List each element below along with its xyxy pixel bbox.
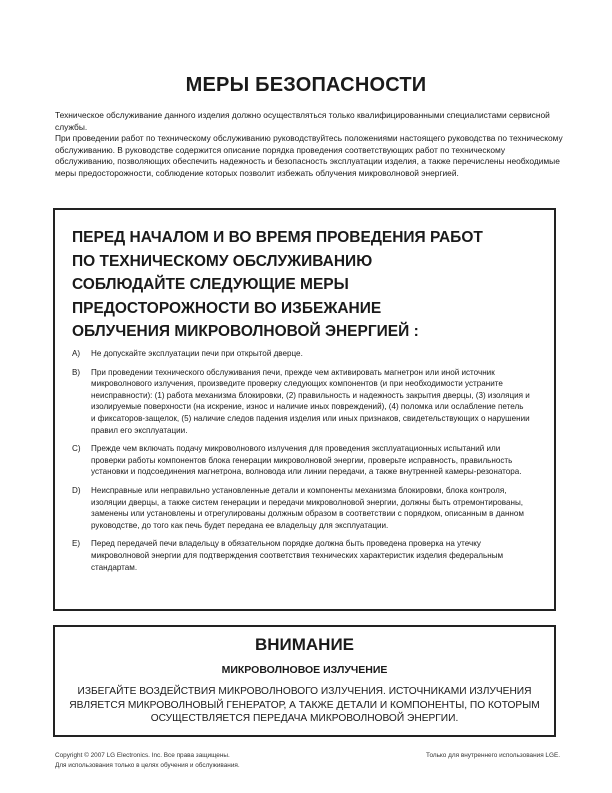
precautions-box — [53, 208, 556, 611]
heading-line: ПРЕДОСТОРОЖНОСТИ ВО ИЗБЕЖАНИЕ — [72, 299, 382, 317]
footer-left — [55, 751, 240, 770]
list-item — [72, 348, 530, 360]
list-item — [72, 443, 530, 478]
heading-line: ОБЛУЧЕНИЯ МИКРОВОЛНОВОЙ ЭНЕРГИЕЙ : — [72, 323, 419, 340]
usage-text: Для использования только в целях обучения и обслуживания. — [55, 761, 240, 769]
heading-line: ПЕРЕД НАЧАЛОМ И ВО ВРЕМЯ ПРОВЕДЕНИЯ РАБОТ — [72, 229, 483, 246]
intro-paragraph-1: Техническое обслуживание данного изделия должно осуществляться только квалифицированными специалистами сервисной службы. — [55, 110, 550, 132]
item-letter: D) — [72, 485, 81, 495]
item-text: При проведении технического обслуживания печи, прежде чем активировать магнетрон или иной источник микроволнового излучения, произведите проверку следующих компонентов (и при необходимости устраните неисправности): (1) работа механизма блокировки, (2) правильность и надежность закрытия дверцы, (3) изоляция и изолируемые поверхности (на искрение, износ и наличие иных повреждений), (4) поломка или ослабление петель и фиксаторов-защелок, (5) наличие следов падения изделия или иных признаков, свидетельствующих о нарушении правил его эксплуатации. — [91, 367, 530, 435]
list-item — [72, 367, 530, 437]
precautions-heading — [72, 226, 542, 344]
heading-line: СОБЛЮДАЙТЕ СЛЕДУЮЩИЕ МЕРЫ — [72, 276, 349, 293]
item-letter: B) — [72, 367, 81, 377]
warning-subtitle: МИКРОВОЛНОВОЕ ИЗЛУЧЕНИЕ — [221, 664, 388, 676]
intro-paragraph-2: При проведении работ по техническому обслуживанию руководствуйтесь положениями настоящего руководства по техническому обслуживанию. В руководстве содержится описание порядка проведения соответствующих работ по техническому обслуживанию, позволяющих обеспечить надежность и безопасность эксплуатации изделия, а также перечислены необходимые меры предосторожности, соблюдение которых позволит избежать облучения микроволновой энергией. — [55, 133, 563, 178]
heading-line: ПО ТЕХНИЧЕСКОМУ ОБСЛУЖИВАНИЮ — [72, 252, 373, 270]
item-letter: A) — [72, 349, 81, 358]
intro-text — [55, 110, 565, 180]
list-item — [72, 485, 530, 531]
item-text: Прежде чем включать подачу микроволнового излучения для проведения эксплуатационных испытаний или проверки работы компонентов блока генерации микроволновой энергии, проверьте исправность, правильность установки и подсоединения магнетрона, волновода или линии передачи, а также внутренней камеры-резонатора. — [91, 444, 522, 477]
warning-box — [53, 625, 556, 737]
internal-use-text: Только для внутреннего использования LGE. — [426, 752, 560, 759]
item-letter: C) — [72, 444, 81, 454]
item-text: Перед передачей печи владельцу в обязательном порядке должна быть проведена проверка на утечку микроволновой энергии для подтверждения соответствия технических характеристик изделия федеральным стандартам. — [91, 539, 504, 572]
item-text: Не допускайте эксплуатации печи при открытой дверце. — [91, 349, 303, 358]
precautions-list — [72, 348, 530, 580]
item-letter: E) — [72, 539, 81, 549]
list-item — [72, 538, 530, 573]
page-title: МЕРЫ БЕЗОПАСНОСТИ — [185, 74, 427, 96]
copyright-text: Copyright © 2007 LG Electronics. Inc. Все права защищены. — [55, 752, 230, 759]
warning-text: ИЗБЕГАЙТЕ ВОЗДЕЙСТВИЯ МИКРОВОЛНОВОГО ИЗЛУЧЕНИЯ. ИСТОЧНИКАМИ ИЗЛУЧЕНИЯ ЯВЛЯЕТСЯ МИКРОВОЛНОВЫЙ ГЕНЕРАТОР, А ТАКЖЕ ДЕТАЛИ И КОМПОНЕНТЫ, ПО КОТОРЫМ ОСУЩЕСТВЛЯЕТСЯ ПЕРЕДАЧА МИКРОВОЛНОВОЙ ЭНЕРГИИ. — [69, 686, 540, 724]
warning-title: ВНИМАНИЕ — [254, 635, 355, 654]
item-text: Неисправные или неправильно установленные детали и компоненты механизма блокировки, блока контроля, изоляции дверцы, а также систем генерации и передачи микроволновой энергии, должны быть отремонтированы, заменены или установлены и отрегулированы должным образом в соответствии с порядком, описанным в данном руководстве, до того как печь будет передана ее владельцу для эксплуатации. — [91, 485, 524, 530]
